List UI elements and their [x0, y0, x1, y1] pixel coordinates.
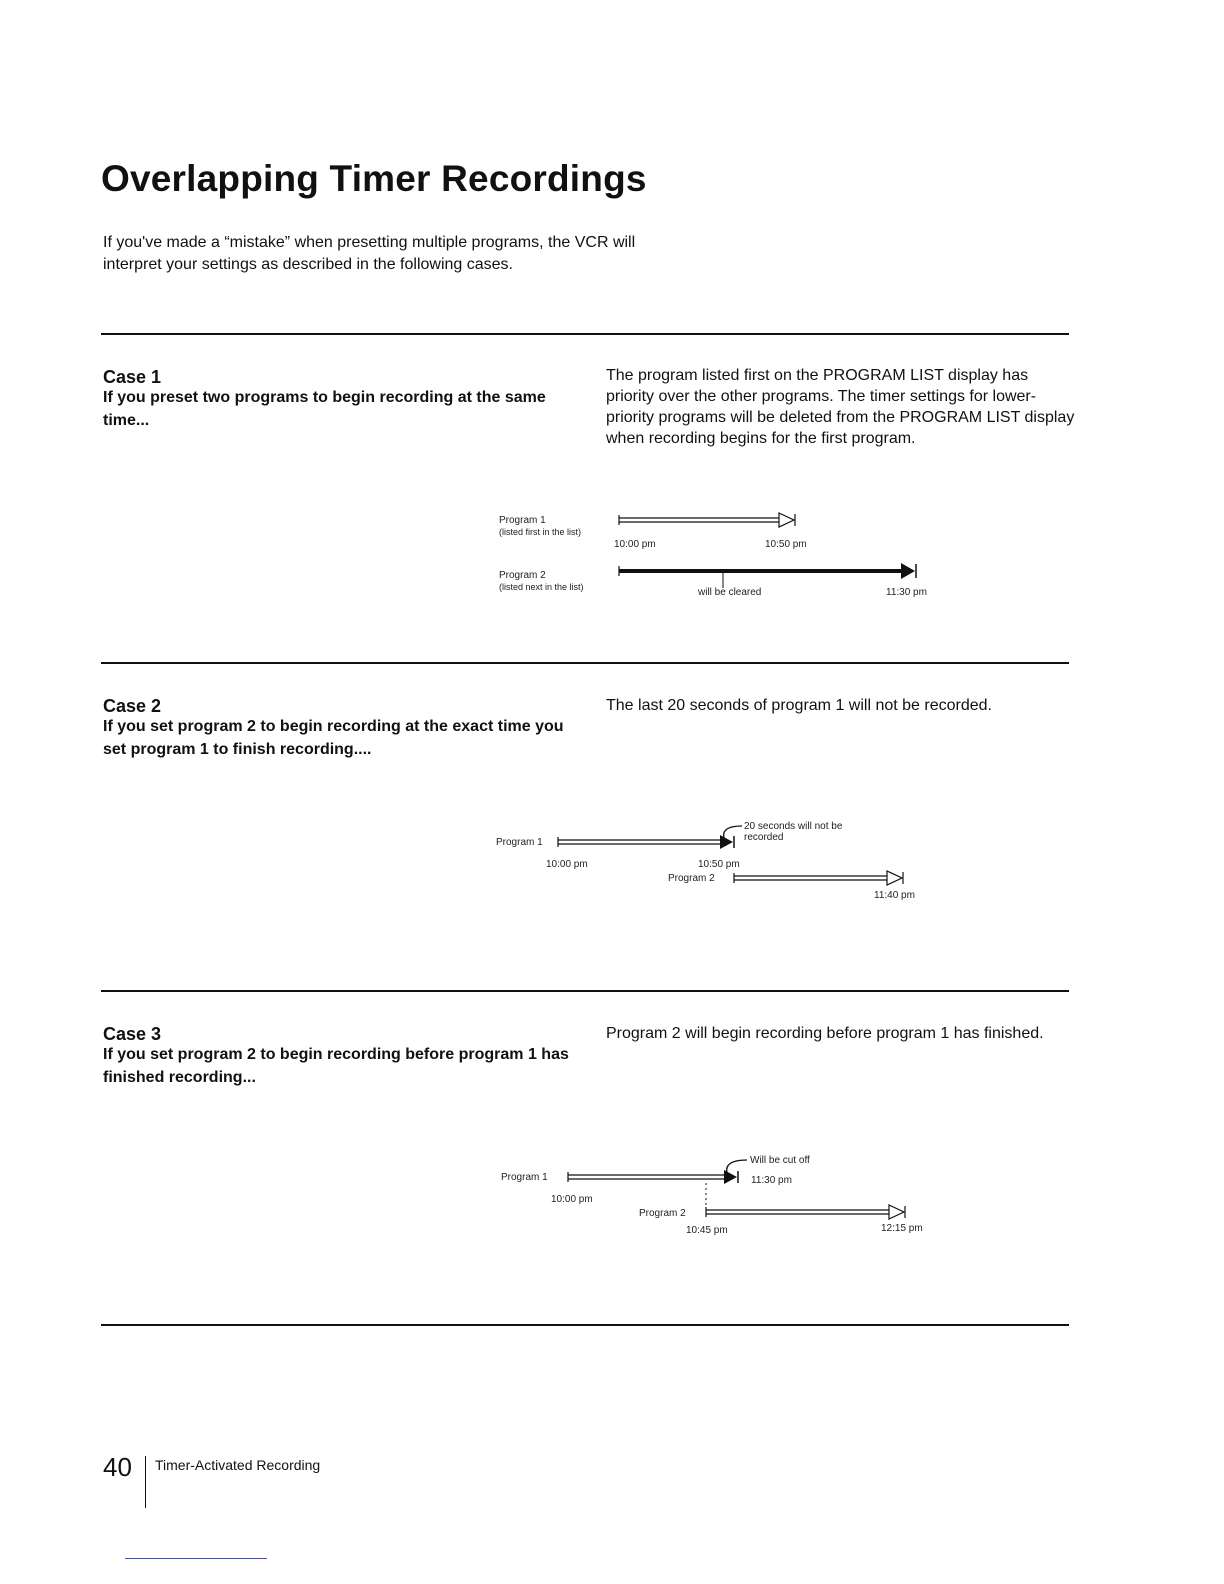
case2-condition: If you set program 2 to begin recording at the exact time you set program 1 to finish recording.... — [103, 718, 564, 758]
case1-program2-end: 11:30 pm — [886, 587, 927, 598]
case2-program2-label: Program 2 — [668, 873, 715, 884]
case3-program1-start: 10:00 pm — [551, 1194, 593, 1205]
case2-result: The last 20 seconds of program 1 will not be recorded. — [606, 697, 992, 714]
footer-section-title: Timer-Activated Recording — [155, 1457, 321, 1473]
intro-paragraph: If you've made a “mistake” when presetting multiple programs, the VCR will interpret your settings as described in the following cases. — [103, 234, 636, 273]
case3-title: Case 3 — [103, 1024, 162, 1044]
page-title: Overlapping Timer Recordings — [101, 158, 647, 199]
case3-result: Program 2 will begin recording before program 1 has finished. — [606, 1025, 1044, 1042]
case1-program2-label: Program 2 — [499, 570, 546, 581]
case3-note: Will be cut off — [750, 1155, 810, 1166]
case1-program2-note: will be cleared — [698, 587, 762, 598]
case3-program1-bar — [568, 1160, 747, 1184]
case2-program2-end: 11:40 pm — [874, 890, 915, 901]
case3-program2-bar — [706, 1205, 905, 1219]
case2-title: Case 2 — [103, 696, 162, 716]
case1-program2-sublabel: (listed next in the list) — [499, 582, 584, 592]
case1-program1-sublabel: (listed first in the list) — [499, 527, 582, 537]
case1-condition: If you preset two programs to begin recording at the same time... — [103, 389, 546, 429]
case3-program1-end: 11:30 pm — [751, 1175, 792, 1186]
case3-program2-label: Program 2 — [639, 1208, 686, 1219]
case1-program1-start: 10:00 pm — [614, 539, 656, 550]
page-number: 40 — [103, 1452, 132, 1482]
footer-divider — [145, 1456, 146, 1508]
case2-program1-start: 10:00 pm — [546, 859, 588, 870]
case3-program2-start: 10:45 pm — [686, 1225, 728, 1236]
case3-program1-label: Program 1 — [501, 1172, 548, 1183]
case1-program1-end: 10:50 pm — [765, 539, 807, 550]
case2-program2-start: 10:50 pm — [698, 859, 740, 870]
case3-condition: If you set program 2 to begin recording before program 1 has finished recording... — [103, 1046, 569, 1086]
footer-accent-line — [125, 1558, 267, 1559]
case1-result: The program listed first on the PROGRAM LIST display has priority over the other programs. The timer settings for lower-priority programs will be deleted from the PROGRAM LIST display when recording begins for the first program. — [606, 367, 1075, 447]
case2-program1-label: Program 1 — [496, 837, 543, 848]
case3-program2-end: 12:15 pm — [881, 1223, 923, 1234]
case2-note: 20 seconds will not be recorded — [744, 821, 843, 843]
case1-title: Case 1 — [103, 367, 162, 387]
case1-program1-label: Program 1 — [499, 515, 546, 526]
